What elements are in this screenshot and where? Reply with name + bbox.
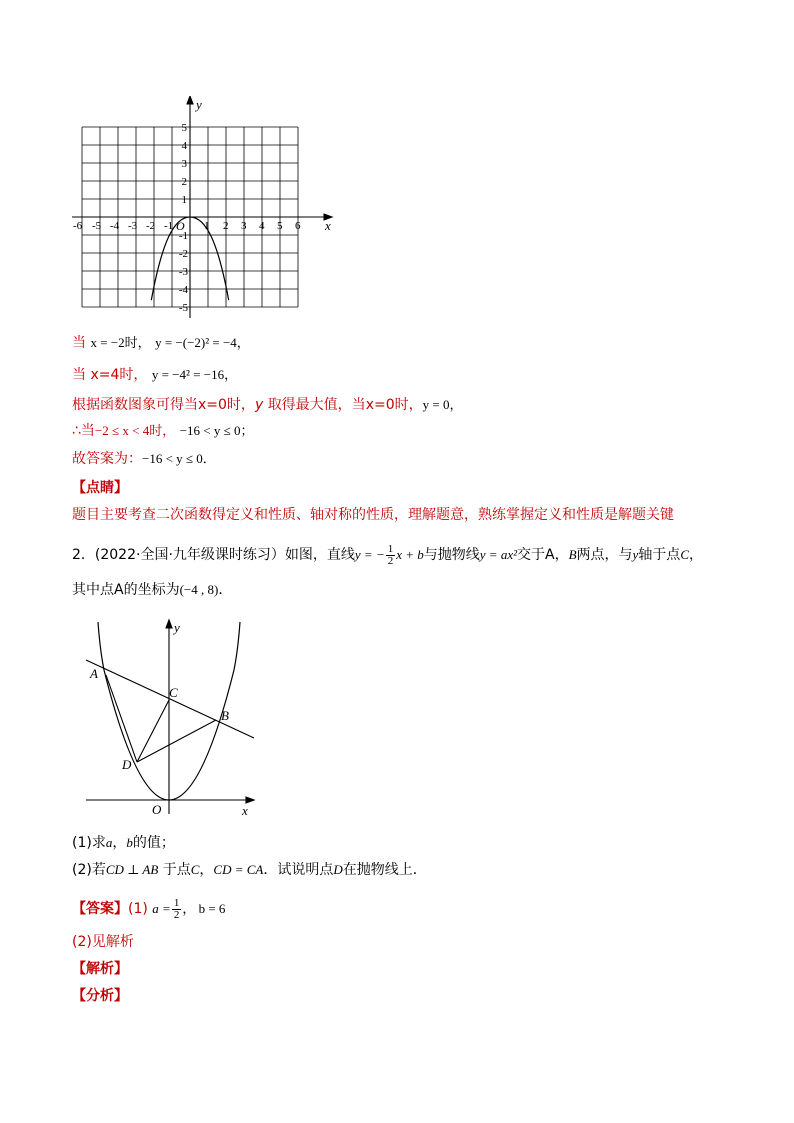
math-x-neg2: x = −2时， xyxy=(90,335,151,350)
math-x0: x=0时， xyxy=(365,397,423,413)
solution-line-4 xyxy=(72,421,254,441)
var-a: a xyxy=(105,835,113,850)
parabola-eq: y = ax² xyxy=(479,547,517,562)
x-tick: 4 xyxy=(259,220,265,232)
x-axis-label: x xyxy=(325,218,331,233)
y-axis-arrow xyxy=(187,96,193,104)
q2-text-d: 两点，与 xyxy=(576,547,633,563)
math-y0: y = 0， xyxy=(422,397,463,412)
math-answer: −16 < y ≤ 0． xyxy=(142,451,216,466)
label-y: y xyxy=(174,620,180,635)
text-graph-reason: 根据函数图象可得当 xyxy=(72,397,198,413)
q2-intro: 2．(2022·全国·九年级课时练习）如图，直线 xyxy=(72,547,355,563)
question-2-stem-2 xyxy=(72,580,232,600)
y-axis-label: y xyxy=(196,97,202,112)
q2-text-b: 与抛物线 xyxy=(423,547,480,563)
answer-fraction xyxy=(172,898,182,921)
solution-line-5 xyxy=(72,449,216,469)
y-tick: -2 xyxy=(178,248,188,260)
label-c: C xyxy=(169,685,178,700)
heading-answer: 【答案】 xyxy=(72,901,128,917)
graph-parabola-grid xyxy=(66,96,338,326)
text-dang: 当 xyxy=(72,367,86,383)
x-tick: 1 xyxy=(204,220,210,232)
p2-comma: ， xyxy=(199,862,214,878)
origin-label: O xyxy=(176,219,185,233)
math-y: y xyxy=(254,397,264,413)
label-a: A xyxy=(90,666,98,681)
q2-text-e: 轴于点 xyxy=(638,547,681,563)
answer-b-eq: ， b = 6 xyxy=(182,901,226,916)
segment-cd xyxy=(137,700,169,762)
q2-period: ． xyxy=(218,582,233,598)
x-tick: 6 xyxy=(295,220,301,232)
heading-jiexi: 【解析】 xyxy=(72,961,128,977)
axis-y: y xyxy=(632,547,639,562)
frac-den: 2 xyxy=(173,908,180,921)
x-tick: -4 xyxy=(110,220,120,232)
y-tick: 3 xyxy=(181,158,187,170)
line-eq-post: x + b xyxy=(396,547,424,562)
q2-text-coord: 其中点A的坐标为 xyxy=(72,582,180,598)
fraction-one-half xyxy=(386,544,396,567)
y-tick: 5 xyxy=(181,122,187,134)
y-tick: -5 xyxy=(178,302,188,314)
math-range-y: −16 < y ≤ 0； xyxy=(179,423,254,438)
p2-end: 在抛物线上． xyxy=(342,862,427,878)
math-range-x: −2 ≤ x < 4时， xyxy=(94,423,176,438)
segment-db xyxy=(137,720,216,762)
point-b: B xyxy=(568,547,577,562)
x-tick: -1 xyxy=(164,220,174,232)
answer-part2: (2)见解析 xyxy=(72,934,134,950)
graph-line-parabola xyxy=(82,614,272,824)
label-o: O xyxy=(152,802,162,817)
x-tick: -5 xyxy=(92,220,102,232)
text-answer-is: 故答案为： xyxy=(72,451,142,467)
y-axis-arrow xyxy=(166,620,172,628)
solution-line-3 xyxy=(72,395,462,415)
text-max: 取得最大值，当 xyxy=(267,397,366,413)
x-tick: -6 xyxy=(73,220,83,232)
y-tick: -3 xyxy=(178,266,188,278)
q2-text-f: ， xyxy=(688,547,703,563)
question-2-stem xyxy=(72,540,703,570)
answer-part1: (1) xyxy=(128,901,148,917)
q2-text-c: 交于A， xyxy=(517,547,569,563)
point-c: C xyxy=(190,862,200,877)
math-perp: CD ⊥ AB xyxy=(105,862,159,877)
y-tick: -1 xyxy=(178,230,188,242)
x-tick: 3 xyxy=(241,220,247,232)
text-dang: 当 xyxy=(72,335,86,351)
part-1 xyxy=(72,833,175,853)
frac-num: 1 xyxy=(387,542,394,555)
label-b: B xyxy=(221,708,229,723)
summary-text: 题目主要考查二次函数得定义和性质、轴对称的性质，理解题意，熟练掌握定义和性质是解题关键 xyxy=(72,507,674,523)
point-d: D xyxy=(333,862,343,877)
point-c: C xyxy=(680,547,689,562)
x-tick: -3 xyxy=(128,220,138,232)
math-equal: CD = CA xyxy=(213,862,264,877)
answer-line xyxy=(72,893,225,925)
answer-a-eq: a = xyxy=(152,901,171,916)
frac-num: 1 xyxy=(173,896,180,909)
line-eq-pre: y = − xyxy=(354,547,385,562)
solution-line-1 xyxy=(72,333,250,353)
p2-text-2: ．试说明点 xyxy=(263,862,334,878)
frac-den: 2 xyxy=(387,554,394,567)
math-x-4: x=4时， xyxy=(90,367,148,383)
p1-comma: ， xyxy=(112,835,127,851)
math-y-value: y = −(−2)² = −4， xyxy=(155,335,250,350)
p1-intro: (1)求 xyxy=(72,835,106,851)
x-tick: 5 xyxy=(277,220,283,232)
p2-intro: (2)若 xyxy=(72,862,106,878)
heading-dianjing: 【点睛】 xyxy=(72,480,128,496)
x-tick: 2 xyxy=(223,220,229,232)
math-y-value: y = −4² = −16， xyxy=(151,367,238,382)
text-therefore: ∴当 xyxy=(72,423,95,439)
var-b: b xyxy=(126,835,133,850)
solution-line-2 xyxy=(72,365,237,385)
x-tick: -2 xyxy=(146,220,156,232)
label-x: x xyxy=(242,803,248,818)
heading-fenxi: 【分析】 xyxy=(72,988,128,1004)
label-d: D xyxy=(122,757,132,772)
y-tick: 2 xyxy=(181,176,187,188)
point-a-coord: (−4 , 8) xyxy=(179,582,219,597)
math-x0: x=0时， xyxy=(198,397,255,413)
p2-text: 于点 xyxy=(162,862,191,878)
y-tick: 1 xyxy=(181,194,187,206)
segment-ad xyxy=(106,675,137,762)
y-tick: 4 xyxy=(181,140,187,152)
p1-end: 的值； xyxy=(132,835,175,851)
y-tick: -4 xyxy=(178,284,188,296)
part-2 xyxy=(72,860,427,880)
